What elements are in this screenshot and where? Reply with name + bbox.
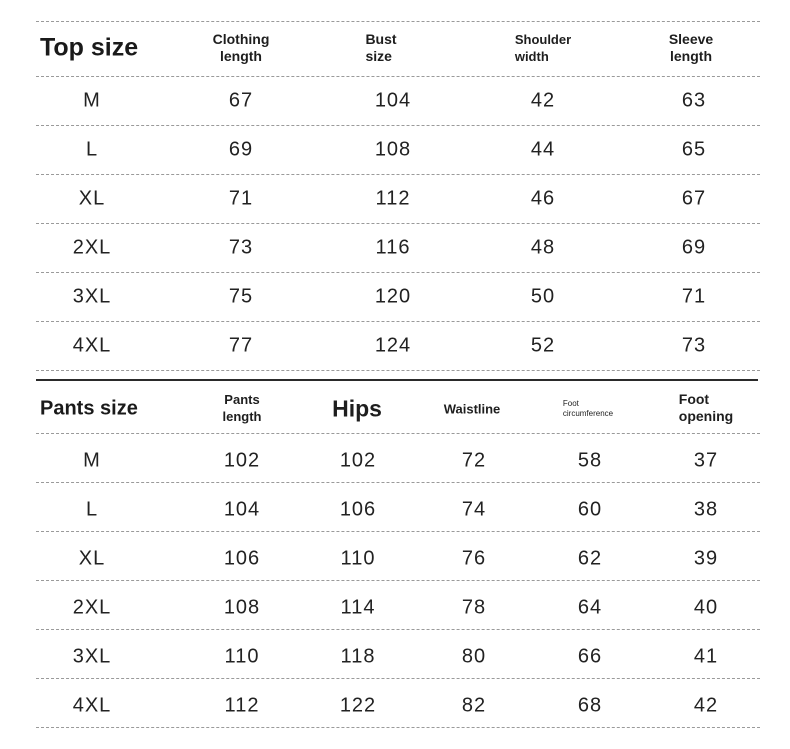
header-pants-length [223, 391, 262, 425]
header-shoulder-width [515, 31, 571, 65]
header-line: opening [678, 408, 734, 424]
row-divider [36, 125, 760, 126]
top-cell: 73 [228, 236, 254, 259]
pants-cell: 110 [224, 645, 260, 668]
pants-size-label: L [85, 498, 99, 521]
header-line: Waistline [443, 401, 501, 417]
top-size-title: Top size [40, 33, 139, 62]
divider [36, 433, 760, 434]
pants-cell: 68 [577, 694, 603, 717]
top-cell: 104 [374, 89, 412, 112]
top-cell: 75 [228, 285, 254, 308]
pants-cell: 102 [223, 449, 261, 472]
pants-size-title: Pants size [40, 397, 138, 420]
top-cell: 116 [375, 236, 411, 259]
top-cell: 67 [228, 89, 254, 112]
row-divider [36, 174, 760, 175]
pants-cell: 80 [461, 645, 487, 668]
top-cell: 69 [228, 138, 254, 161]
header-line: length [670, 48, 712, 64]
pants-cell: 102 [339, 449, 377, 472]
top-cell: 108 [374, 138, 412, 161]
pants-cell: 114 [340, 596, 376, 619]
pants-cell: 106 [339, 498, 377, 521]
pants-cell: 82 [461, 694, 487, 717]
pants-cell: 60 [577, 498, 603, 521]
pants-cell: 106 [223, 547, 261, 570]
top-cell: 112 [375, 187, 411, 210]
header-line: width [514, 49, 549, 64]
top-size-label: 2XL [72, 236, 112, 259]
pants-cell: 122 [339, 694, 377, 717]
pants-cell: 76 [461, 547, 487, 570]
top-cell: 71 [228, 187, 254, 210]
top-cell: 120 [374, 285, 412, 308]
top-cell: 50 [530, 285, 556, 308]
pants-cell: 66 [577, 645, 603, 668]
top-size-label: L [85, 138, 99, 161]
pants-cell: 110 [340, 547, 376, 570]
top-cell: 124 [374, 334, 412, 357]
header-line: length [222, 409, 262, 424]
top-cell: 48 [530, 236, 556, 259]
pants-cell: 38 [693, 498, 719, 521]
header-foot-opening [679, 391, 733, 425]
pants-size-label: 4XL [72, 694, 112, 717]
pants-cell: 72 [461, 449, 487, 472]
header-foot-circumference [563, 399, 613, 419]
pants-cell: 112 [224, 694, 260, 717]
row-divider [36, 272, 760, 273]
row-divider [36, 727, 760, 728]
header-clothing-length [213, 31, 270, 65]
pants-size-label: XL [78, 547, 106, 570]
top-cell: 67 [681, 187, 707, 210]
pants-cell: 64 [577, 596, 603, 619]
divider [36, 21, 760, 22]
row-divider [36, 321, 760, 322]
row-divider [36, 531, 760, 532]
row-divider [36, 678, 760, 679]
pants-size-label: M [83, 449, 101, 472]
header-line: Bust [365, 31, 397, 47]
top-size-label: 4XL [72, 334, 112, 357]
header-line: size [365, 48, 392, 64]
pants-cell: 40 [693, 596, 719, 619]
divider [36, 76, 760, 77]
top-size-label: 3XL [72, 285, 112, 308]
header-line: Sleeve [668, 31, 714, 47]
pants-cell: 37 [693, 449, 719, 472]
pants-size-label: 2XL [72, 596, 112, 619]
top-cell: 46 [530, 187, 556, 210]
section-divider [36, 379, 758, 381]
header-hips [332, 395, 382, 422]
header-line: Foot [562, 399, 579, 408]
header-line: Pants [224, 392, 260, 407]
top-size-label: XL [78, 187, 106, 210]
top-size-label: M [83, 89, 101, 112]
pants-size-label: 3XL [72, 645, 112, 668]
pants-cell: 42 [693, 694, 719, 717]
header-line: circumference [562, 409, 614, 418]
top-cell: 65 [681, 138, 707, 161]
row-divider [36, 370, 760, 371]
pants-cell: 74 [461, 498, 487, 521]
header-waistline [444, 401, 501, 418]
pants-cell: 62 [577, 547, 603, 570]
header-line: length [219, 48, 262, 64]
top-cell: 69 [681, 236, 707, 259]
pants-cell: 39 [693, 547, 719, 570]
header-line: Foot [678, 391, 710, 407]
header-bust-size [365, 31, 396, 65]
top-cell: 71 [681, 285, 707, 308]
header-line: Clothing [212, 31, 270, 47]
pants-cell: 118 [340, 645, 376, 668]
top-cell: 73 [681, 334, 707, 357]
top-cell: 42 [530, 89, 556, 112]
pants-cell: 108 [223, 596, 261, 619]
top-cell: 63 [681, 89, 707, 112]
row-divider [36, 482, 760, 483]
pants-cell: 104 [223, 498, 261, 521]
header-line: Hips [332, 395, 382, 422]
header-sleeve-length [669, 31, 713, 65]
row-divider [36, 629, 760, 630]
header-line: Shoulder [514, 32, 572, 47]
pants-cell: 78 [461, 596, 487, 619]
row-divider [36, 223, 760, 224]
top-cell: 44 [530, 138, 556, 161]
top-cell: 52 [530, 334, 556, 357]
row-divider [36, 580, 760, 581]
top-cell: 77 [228, 334, 254, 357]
pants-cell: 58 [577, 449, 603, 472]
pants-cell: 41 [693, 645, 719, 668]
